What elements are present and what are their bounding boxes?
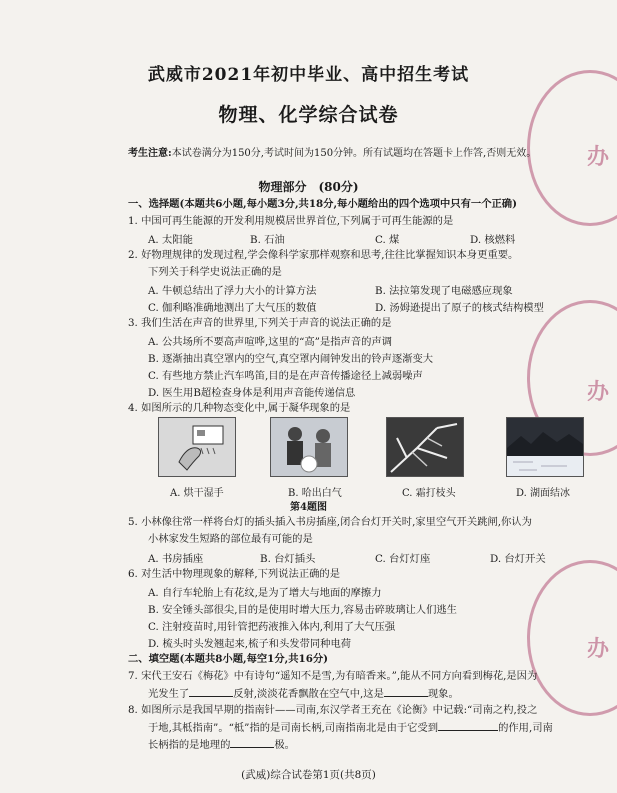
q8-blank-2[interactable] bbox=[230, 737, 274, 748]
exam-title: 武威市2021年初中毕业、高中招生考试 bbox=[147, 65, 470, 85]
seal-char-middle: 办 bbox=[586, 379, 609, 405]
exam-subtitle: 物理、化学综合试卷 bbox=[218, 104, 399, 126]
q8-line3 bbox=[148, 737, 295, 752]
q5-option-b: B. 台灯插头 bbox=[260, 553, 316, 565]
q2-option-c: C. 伽利略准确地测出了大气压的数值 bbox=[148, 302, 317, 314]
q1-option-d: D. 核燃料 bbox=[470, 234, 516, 246]
q3-option-b: B. 逐渐抽出真空罩内的空气,真空罩内闹钟发出的铃声逐渐变大 bbox=[148, 353, 434, 365]
q6-option-a: A. 自行车轮胎上有花纹,是为了增大与地面的摩擦力 bbox=[148, 587, 382, 599]
q7-line1: 7. 宋代王安石《梅花》中有诗句“遥知不是雪,为有暗香来。”,能从不同方向看到梅花,是因为 bbox=[128, 670, 538, 682]
figure-d-frozen-lake bbox=[506, 417, 584, 477]
q7-blank-2[interactable] bbox=[384, 686, 428, 697]
q3-option-c: C. 有些地方禁止汽车鸣笛,目的是在声音传播途径上减弱噪声 bbox=[148, 370, 423, 382]
q8-line2 bbox=[148, 720, 553, 735]
page-footer: (武威)综合试卷第1页(共8页) bbox=[241, 769, 376, 781]
q2-stem-line2: 下列关于科学史说法正确的是 bbox=[148, 266, 282, 278]
q1-option-b: B. 石油 bbox=[250, 234, 285, 246]
q7-blank-1[interactable] bbox=[189, 686, 233, 697]
figure-b-breath-fog bbox=[270, 417, 348, 477]
q5-option-d: D. 台灯开关 bbox=[490, 553, 546, 565]
q4-stem: 4. 如图所示的几种物态变化中,属于凝华现象的是 bbox=[128, 402, 351, 414]
figure-d-caption: D. 湖面结冰 bbox=[516, 488, 571, 499]
q3-stem: 3. 我们生活在声音的世界里,下列关于声音的说法正确的是 bbox=[128, 317, 392, 329]
q8-text-d: 极。 bbox=[274, 739, 295, 751]
figure-c-frost-branch bbox=[386, 417, 464, 477]
q1-stem: 1. 中国可再生能源的开发利用规模居世界首位,下列属于可再生能源的是 bbox=[128, 215, 454, 227]
q5-stem-line1: 5. 小林像往常一样将台灯的插头插入书房插座,闭合台灯开关时,家里空气开关跳闸,你认为 bbox=[128, 516, 532, 528]
q7-line2 bbox=[148, 686, 459, 701]
q3-option-a: A. 公共场所不要高声喧哗,这里的“高”是指声音的声调 bbox=[148, 336, 393, 348]
q5-stem-line2: 小林家发生短路的部位最有可能的是 bbox=[148, 533, 313, 545]
part2-heading: 二、填空题(本题共8小题,每空1分,共16分) bbox=[128, 653, 329, 665]
section-title: 物理部分 (80分) bbox=[258, 180, 359, 194]
q7-text-c: 现象。 bbox=[427, 688, 459, 700]
figure-c-caption: C. 霜打枝头 bbox=[402, 488, 456, 499]
q8-blank-1[interactable] bbox=[438, 720, 498, 731]
notice-label: 考生注意: bbox=[128, 148, 172, 159]
figure-b-caption: B. 哈出白气 bbox=[288, 488, 342, 499]
seal-char-top: 办 bbox=[586, 144, 609, 170]
q2-stem-line1: 2. 好物理规律的发现过程,学会像科学家那样观察和思考,往往比掌握知识本身更重要。 bbox=[128, 249, 519, 261]
figure-4-label: 第4题图 bbox=[290, 502, 327, 513]
q1-option-a: A. 太阳能 bbox=[148, 234, 193, 246]
q6-option-b: B. 安全锤头部很尖,目的是使用时增大压力,容易击碎玻璃让人们逃生 bbox=[148, 604, 457, 616]
q6-option-d: D. 梳头时头发翘起来,梳子和头发带同种电荷 bbox=[148, 638, 352, 650]
q3-option-d: D. 医生用B超检查身体是利用声音能传递信息 bbox=[148, 387, 356, 399]
q7-text-b: 反射,淡淡花香飘散在空气中,这是 bbox=[233, 688, 384, 700]
q6-option-c: C. 注射疫苗时,用针管把药液推入体内,利用了大气压强 bbox=[148, 621, 396, 633]
q1-option-c: C. 煤 bbox=[375, 234, 400, 246]
part1-heading: 一、选择题(本题共6小题,每小题3分,共18分,每小题给出的四个选项中只有一个正确) bbox=[128, 198, 517, 210]
q8-text-c: 长柄指的是地理的 bbox=[148, 739, 231, 751]
q8-text-b: 的作用,司南 bbox=[498, 722, 553, 734]
q2-option-d: D. 汤姆逊提出了原子的核式结构模型 bbox=[375, 302, 544, 314]
q8-line1: 8. 如图所示是我国早期的指南针——司南,东汉学者王充在《论衡》中记载:“司南之杓,投之 bbox=[128, 704, 538, 716]
figure-a-caption: A. 烘干湿手 bbox=[170, 488, 224, 499]
notice-text: 本试卷满分为150分,考试时间为150分钟。所有试题均在答题卡上作答,否则无效。 bbox=[171, 148, 537, 159]
q2-option-b: B. 法拉第发现了电磁感应现象 bbox=[375, 285, 513, 297]
candidate-notice bbox=[128, 144, 598, 159]
q8-text-a: 于地,其柢指南”。“柢”指的是司南长柄,司南指南北是由于它受到 bbox=[148, 722, 439, 734]
q5-option-a: A. 书房插座 bbox=[148, 553, 204, 565]
q6-stem: 6. 对生活中物理现象的解释,下列说法正确的是 bbox=[128, 568, 341, 580]
seal-char-bottom: 办 bbox=[586, 636, 609, 662]
q7-text-a: 光发生了 bbox=[148, 688, 190, 700]
q5-option-c: C. 台灯灯座 bbox=[375, 553, 431, 565]
q2-option-a: A. 牛顿总结出了浮力大小的计算方法 bbox=[148, 285, 317, 297]
figure-a-hand-dryer bbox=[158, 417, 236, 477]
